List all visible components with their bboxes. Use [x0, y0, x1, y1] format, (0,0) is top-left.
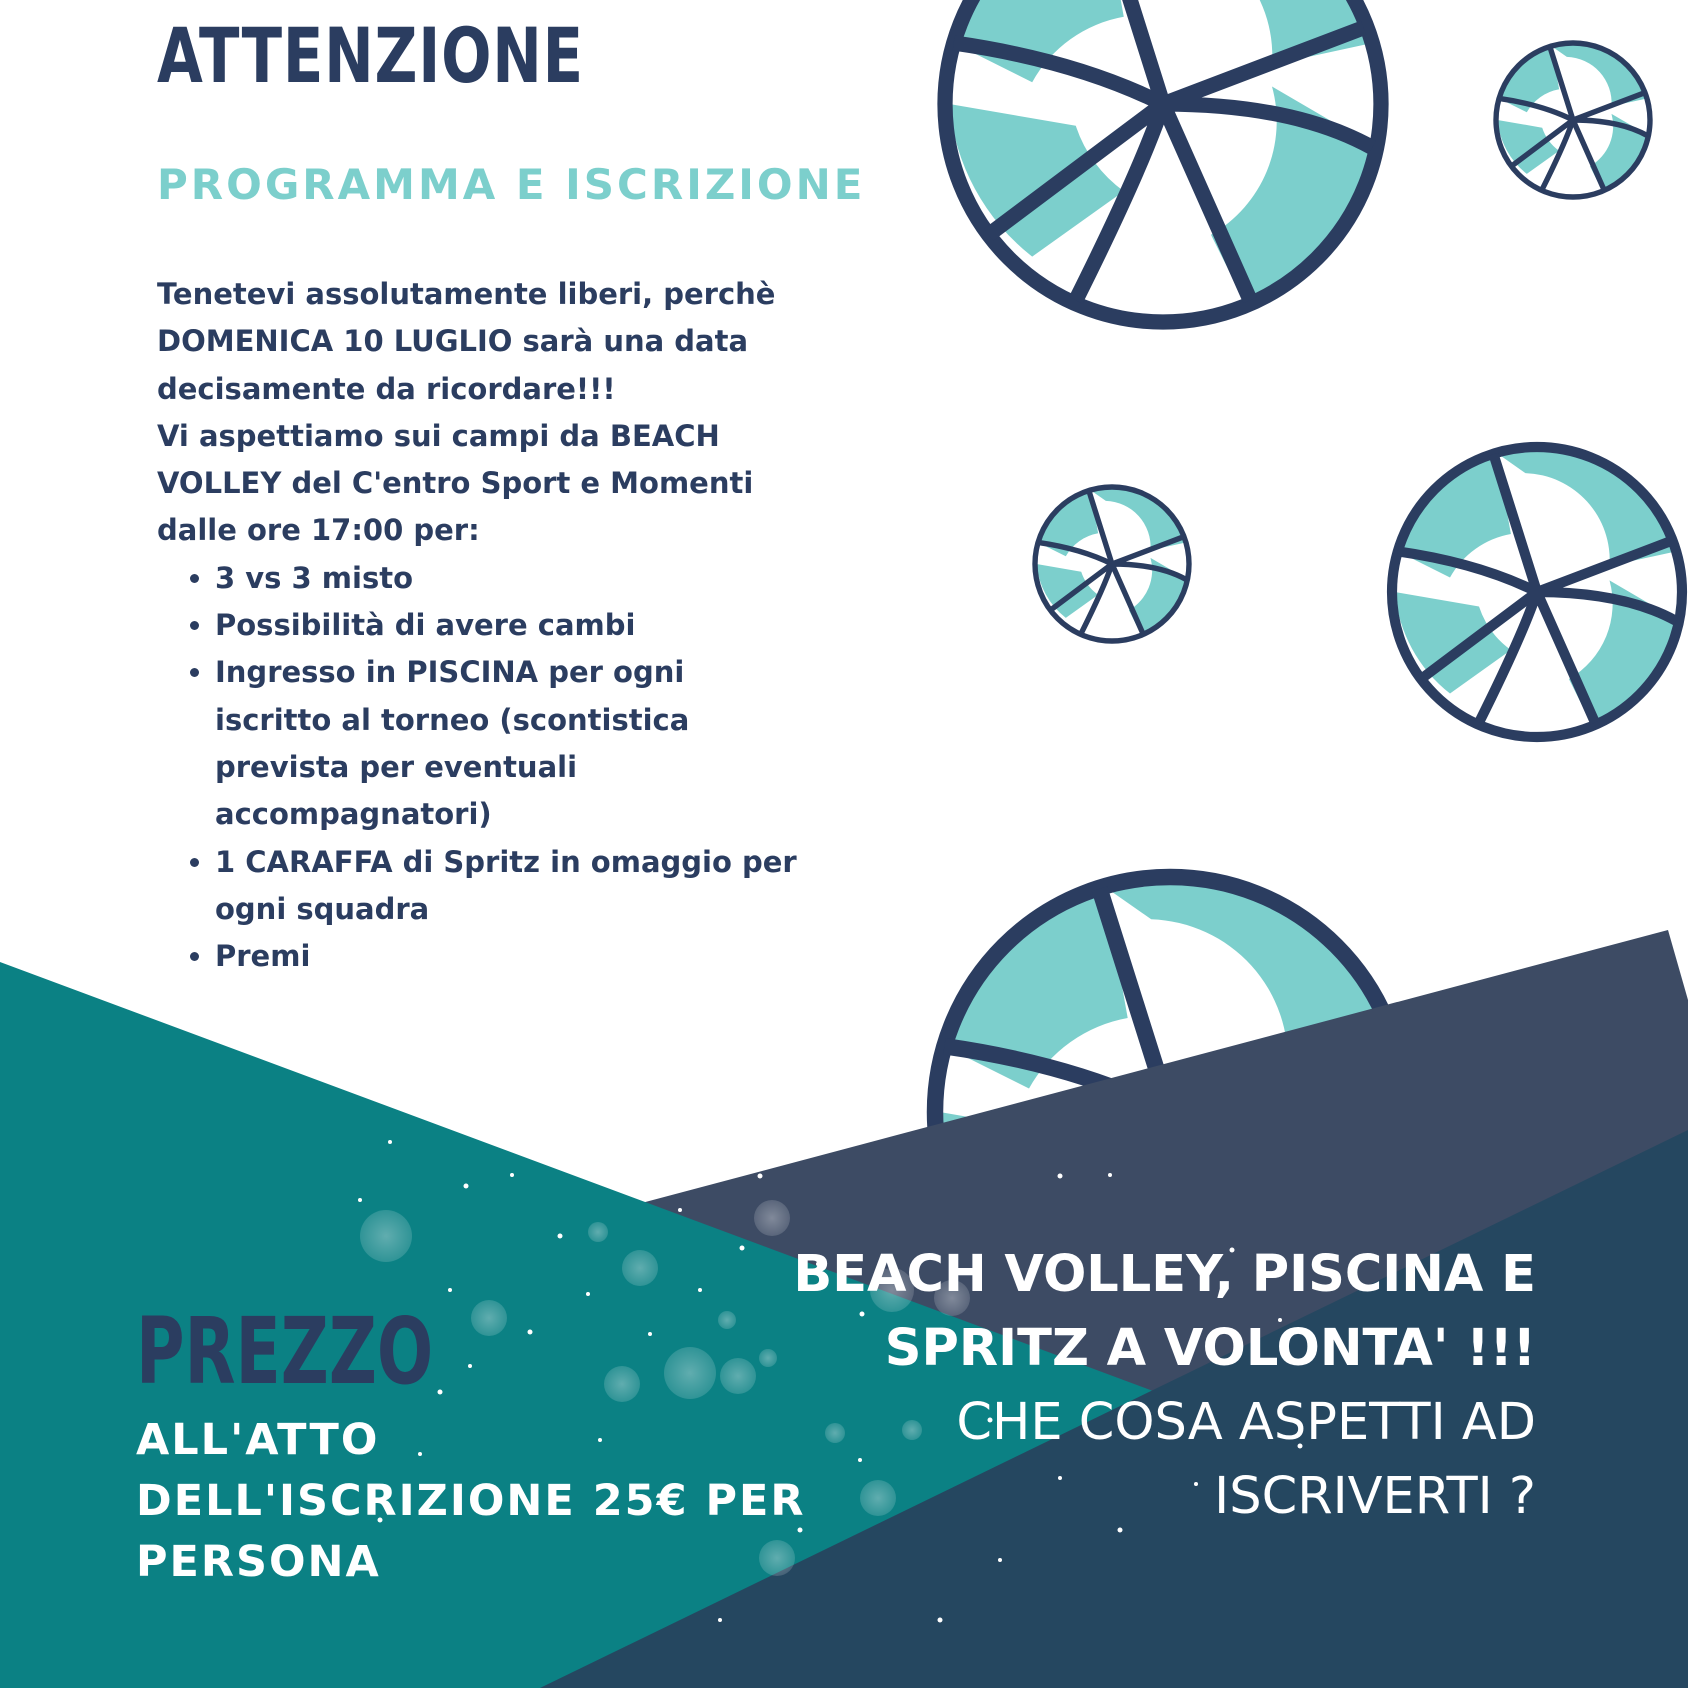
volleyball-icon: [1496, 43, 1650, 197]
program-details: Vi aspettiamo sui campi da BEACH VOLLEY del C'entro Sport e Momenti dalle ore 17:00 per:: [157, 418, 754, 548]
list-item: • Ingresso in PISCINA per ogni iscritto al torneo (scontistica prevista per eventuali accompagnatori): [215, 649, 797, 838]
program-list: [157, 555, 797, 981]
list-item: • Possibilità di avere cambi: [215, 602, 797, 649]
list-item: • 1 CARAFFA di Spritz in omaggio per ogni squadra: [215, 839, 797, 934]
page-title: ATTENZIONE: [157, 11, 584, 100]
volleyball-icon: [1035, 487, 1189, 641]
list-item: • 3 vs 3 misto: [215, 555, 797, 602]
slogan: [736, 1238, 1536, 1534]
list-item: • Premi: [215, 933, 797, 980]
section-subtitle: PROGRAMMA E ISCRIZIONE: [157, 160, 866, 209]
program-text: [157, 271, 797, 980]
price-label: PREZZO: [136, 1298, 434, 1405]
volleyball-icon: [945, 0, 1381, 322]
slogan-headline: BEACH VOLLEY, PISCINA E SPRITZ A VOLONTA' !!!: [793, 1245, 1536, 1378]
program-intro: Tenetevi assolutamente liberi, perchè DOMENICA 10 LUGLIO sarà una data decisamente da ricordare!!!: [157, 277, 776, 406]
slogan-question: CHE COSA ASPETTI AD ISCRIVERTI ?: [956, 1393, 1536, 1526]
volleyball-icon: [1392, 447, 1682, 737]
price-text: ALL'ATTO DELL'ISCRIZIONE 25€ PER PERSONA: [136, 1415, 806, 1587]
